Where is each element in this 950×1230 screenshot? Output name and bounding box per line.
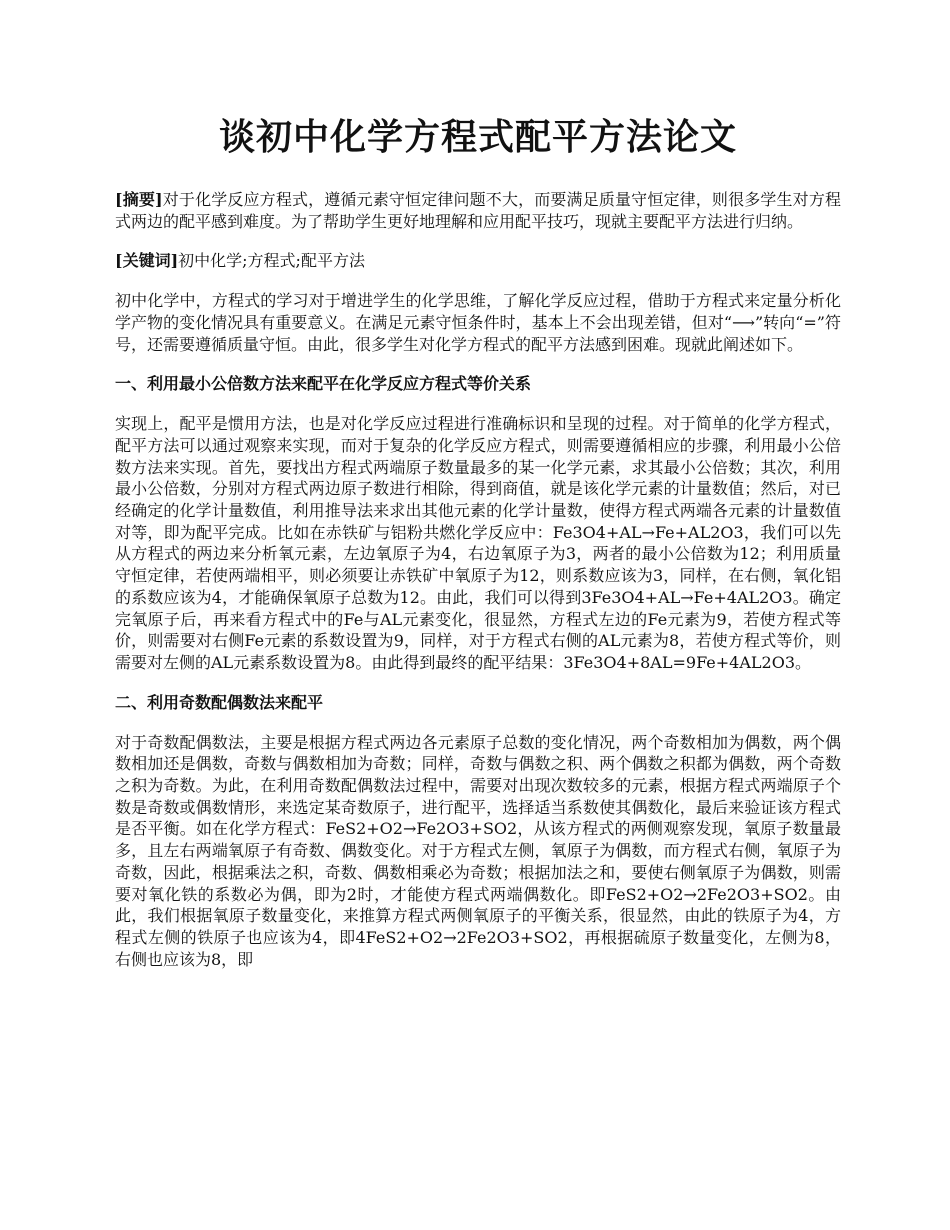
keywords-text: 初中化学;方程式;配平方法 xyxy=(178,251,365,271)
abstract-label: [摘要] xyxy=(115,190,163,209)
section-heading-2: 二、利用奇数配偶数法来配平 xyxy=(115,692,324,712)
section-heading-1: 一、利用最小公倍数方法来配平在化学反应方程式等价关系 xyxy=(115,374,532,394)
section-body-1: 实现上，配平是惯用方法，也是对化学反应过程进行准确标识和呈现的过程。对于简单的化学方程式，配平方法可以通过观察来实现，而对于复杂的化学反应方程式，则需要遵循相应的步骤，利用最小公倍数方法来实现。首先，要找出方程式两端原子数量最多的某一化学元素，求其最小公倍数；其次，利用最小公倍数，分别对方程式两边原子数进行相除，得到商值，就是该化学元素的计量数值；然后，对已经确定的化学计量数值，利用推导法来求出其他元素的化学计量数，使得方程式两端各元素的计量数值对等，即为配平完成。比如在赤铁矿与铝粉共燃化学反应中：Fe3O4+AL→Fe+AL2O3，我们可以先从方程式的两边来分析氧元素，左边氧原子为4，右边氧原子为3，两者的最小公倍数为12；利用质量守恒定律，若使两端相平，则必须要让赤铁矿中氧原子为12，则系数应该为3，同样，在右侧，氧化铝的系数应该为4，才能确保氧原子总数为12。由此，我们可以得到3Fe3O4+AL→Fe+4AL2O3。确定完氧原子后，再来看方程式中的Fe与AL元素变化，很显然，方程式左边的Fe元素为9，若使方程式等价，则需要对右侧Fe元素的系数设置为9，同样，对于方程式右侧的AL元素为8，若使方程式等价，则需要对左侧的AL元素系数设置为8。由此得到最终的配平结果：3Fe3O4+8AL=9Fe+4AL2O3。 xyxy=(115,414,841,672)
abstract-text: 对于化学反应方程式，遵循元素守恒定律问题不大，而要满足质量守恒定律，则很多学生对方程式两边的配平感到难度。为了帮助学生更好地理解和应用配平技巧，现就主要配平方法进行归纳。 xyxy=(115,190,841,231)
document-title: 谈初中化学方程式配平方法论文 xyxy=(218,116,737,158)
intro-paragraph: 初中化学中，方程式的学习对于增进学生的化学思维，了解化学反应过程，借助于方程式来定量分析化学产物的变化情况具有重要意义。在满足元素守恒条件时，基本上不会出现差错，但对“⟶”转向“=”符号，还需要遵循质量守恒。由此，很多学生对化学方程式的配平方法感到困难。现就此阐述如下。 xyxy=(115,291,841,354)
document-page xyxy=(115,0,841,970)
abstract-paragraph xyxy=(115,189,841,232)
keywords-label: [关键词] xyxy=(115,251,179,271)
section-body-2: 对于奇数配偶数法，主要是根据方程式两边各元素原子总数的变化情况，两个奇数相加为偶数，两个偶数相加还是偶数，奇数与偶数相加为奇数；同样，奇数与偶数之积、两个偶数之积都为偶数，两个奇数之积为奇数。为此，在利用奇数配偶数法过程中，需要对出现次数较多的元素，根据方程式两端原子个数是奇数或偶数情形，来选定某奇数原子，进行配平，选择适当系数使其偶数化，最后来验证该方程式是否平衡。如在化学方程式：FeS2+O2→Fe2O3+SO2，从该方程式的两侧观察发现，氧原子数量最多，且左右两端氧原子有奇数、偶数变化。对于方程式左侧，氧原子为偶数，而方程式右侧，氧原子为奇数，因此，根据乘法之积，奇数、偶数相乘必为奇数；根据加法之和，要使右侧氧原子为偶数，则需要对氧化铁的系数必为偶，即为2时，才能使方程式两端偶数化。即FeS2+O2→2Fe2O3+SO2。由此，我们根据氧原子数量变化，来推算方程式两侧氧原子的平衡关系，很显然，由此的铁原子为4，方程式左侧的铁原子也应该为4，即4FeS2+O2→2Fe2O3+SO2，再根据硫原子数量变化，左侧为8，右侧也应该为8，即 xyxy=(115,732,841,969)
keywords-paragraph xyxy=(115,250,841,272)
